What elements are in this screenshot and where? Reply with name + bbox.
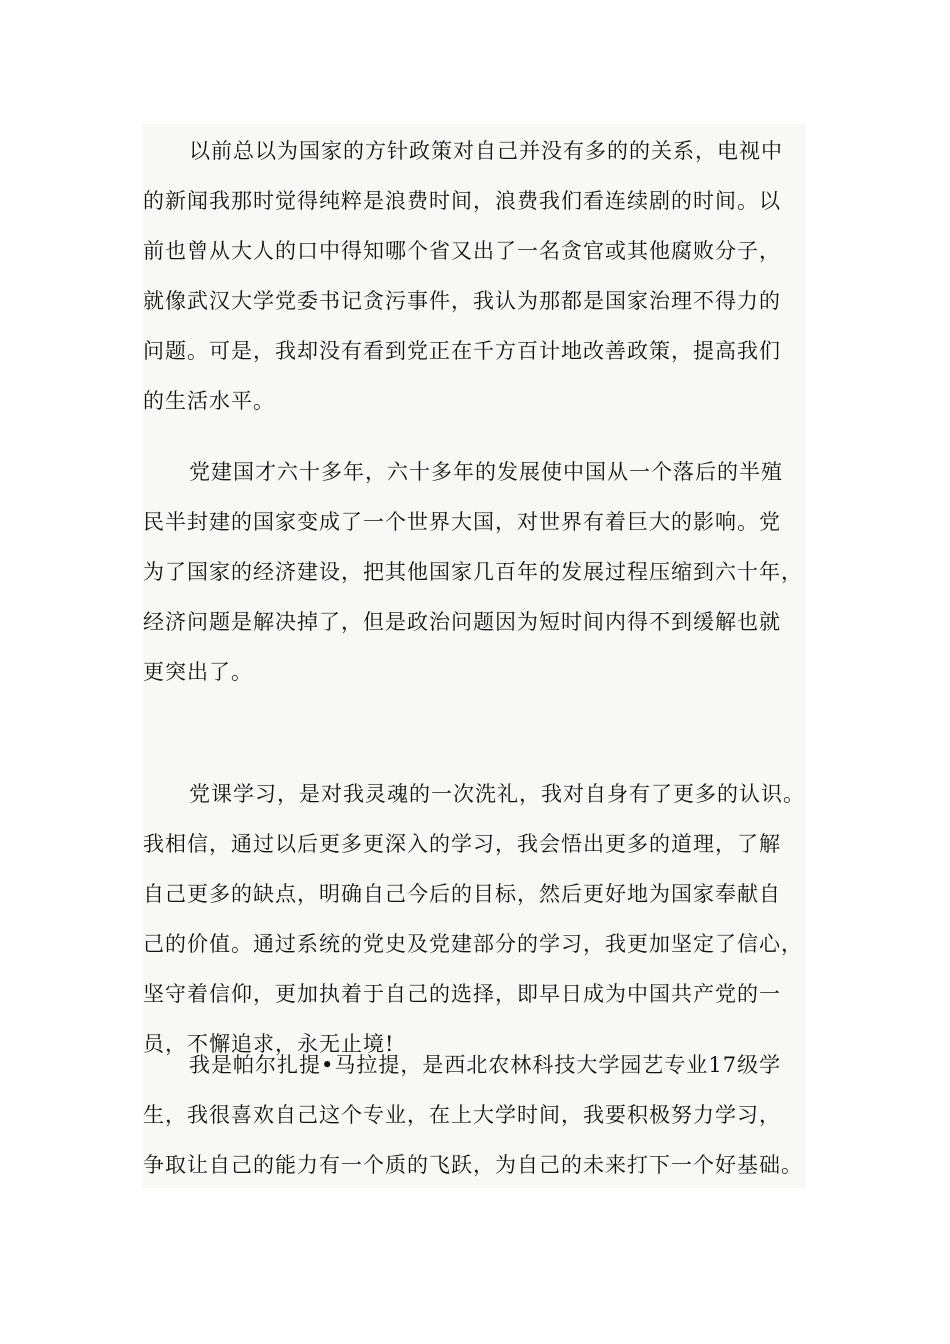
paragraph-line: 党课学习，是对我灵魂的一次洗礼，我对自身有了更多的认识。 [189, 782, 805, 806]
paragraph-line: 前也曾从大人的口中得知哪个省又出了一名贪官或其他腐败分子， [143, 239, 781, 263]
paragraph-line: 问题。可是，我却没有看到党正在千方百计地改善政策，提高我们 [143, 339, 781, 363]
paragraph-line: 为了国家的经济建设，把其他国家几百年的发展过程压缩到六十年， [143, 560, 803, 584]
paragraph-line: 党建国才六十多年，六十多年的发展使中国从一个落后的半殖 [189, 460, 783, 484]
paragraph-line: 更突出了。 [143, 660, 253, 684]
paragraph-line: 的新闻我那时觉得纯粹是浪费时间，浪费我们看连续剧的时间。以 [143, 189, 781, 213]
paragraph-line: 民半封建的国家变成了一个世界大国，对世界有着巨大的影响。党 [143, 510, 781, 534]
paragraph-2 [143, 447, 806, 697]
paragraph-line: 己的价值。通过系统的党史及党建部分的学习，我更加坚定了信心， [143, 932, 803, 956]
paragraph-3 [143, 769, 806, 1069]
paragraph-line: 坚守着信仰，更加执着于自己的选择，即早日成为中国共产党的一 [143, 982, 781, 1006]
paragraph-line: 经济问题是解决掉了，但是政治问题因为短时间内得不到缓解也就 [143, 610, 781, 634]
paragraph-line: 我是帕尔扎提•马拉提，是西北农林科技大学园艺专业17级学 [189, 1053, 782, 1077]
paragraph-4 [143, 1040, 806, 1190]
paragraph-line: 生，我很喜欢自己这个专业，在上大学时间，我要积极努力学习， [143, 1103, 781, 1127]
paragraph-line: 争取让自己的能力有一个质的飞跃，为自己的未来打下一个好基础。 [143, 1153, 803, 1177]
text-body [143, 124, 806, 1188]
paragraph-line: 的生活水平。 [143, 389, 275, 413]
paragraph-line: 我相信，通过以后更多更深入的学习，我会悟出更多的道理，了解 [143, 832, 781, 856]
paragraph-1 [143, 126, 806, 426]
paragraph-line: 自己更多的缺点，明确自己今后的目标，然后更好地为国家奉献自 [143, 882, 781, 906]
paragraph-line: 员，不懈追求，永无止境! [143, 1032, 395, 1056]
paragraph-line: 就像武汉大学党委书记贪污事件，我认为那都是国家治理不得力的 [143, 289, 781, 313]
paragraph-line: 以前总以为国家的方针政策对自己并没有多的的关系，电视中 [189, 139, 783, 163]
